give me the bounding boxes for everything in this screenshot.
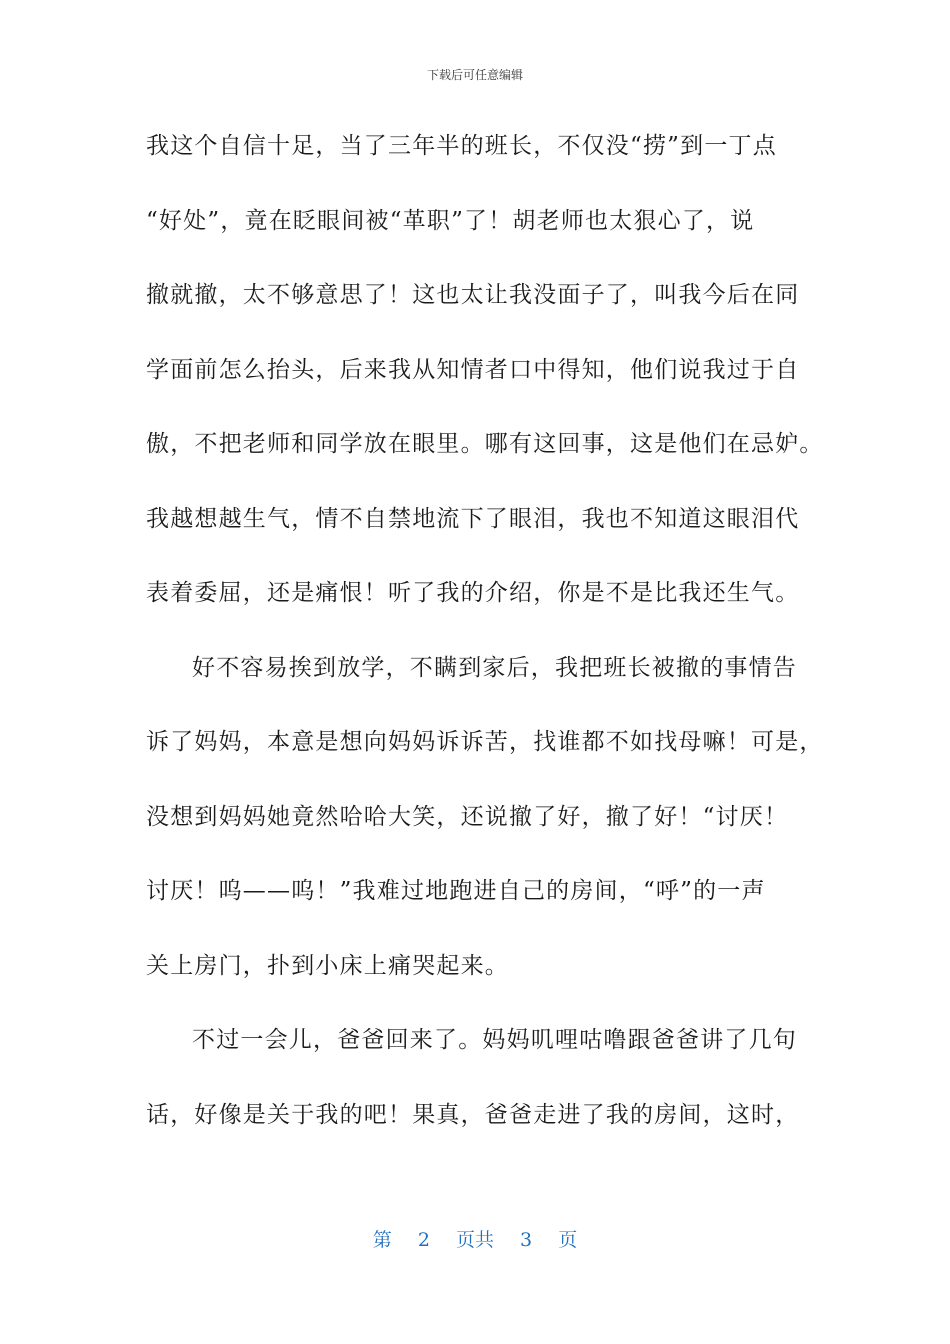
body-line: “好处”，竟在眨眼间被“革职”了！胡老师也太狠心了，说 xyxy=(146,207,755,234)
body-line: 关上房门，扑到小床上痛哭起来。 xyxy=(146,952,509,979)
document-body xyxy=(146,124,826,1167)
body-line: 诉了妈妈，本意是想向妈妈诉诉苦，找谁都不如找母嘛！可是， xyxy=(146,729,824,755)
header-text: 下载后可任意编辑 xyxy=(426,68,523,82)
paragraph-start-line: 好不容易挨到放学，不瞒到家后，我把班长被撤的事情告 xyxy=(192,654,797,681)
body-line: 学面前怎么抬头，后来我从知情者口中得知，他们说我过于自 xyxy=(146,356,800,383)
page-footer xyxy=(0,1225,950,1252)
footer-label-end: 页 xyxy=(558,1229,578,1251)
body-line: 我这个自信十足，当了三年半的班长，不仅没“捞”到一丁点 xyxy=(146,133,777,159)
footer-current-page: 2 xyxy=(417,1229,430,1251)
body-line: 撤就撤，太不够意思了！这也太让我没面子了，叫我今后在同 xyxy=(146,282,800,308)
body-line: 讨厌！呜——呜！”我难过地跑进自己的房间，“呼”的一声 xyxy=(146,878,766,904)
footer-total-pages: 3 xyxy=(520,1229,533,1251)
paragraph-start-line: 不过一会儿，爸爸回来了。妈妈叽哩咕噜跟爸爸讲了几句 xyxy=(192,1027,797,1053)
page-header xyxy=(0,66,950,83)
footer-label-of: 页共 xyxy=(455,1229,494,1251)
footer-label-page: 第 xyxy=(372,1229,392,1251)
body-line: 话，好像是关于我的吧！果真，爸爸走进了我的房间，这时， xyxy=(146,1101,800,1128)
body-line: 没想到妈妈她竟然哈哈大笑，还说撤了好，撤了好！“讨厌！ xyxy=(146,803,789,830)
body-line: 表着委屈，还是痛恨！听了我的介绍，你是不是比我还生气。 xyxy=(146,580,800,606)
body-line: 我越想越生气，情不自禁地流下了眼泪，我也不知道这眼泪代 xyxy=(146,505,800,532)
body-line: 傲，不把老师和同学放在眼里。哪有这回事，这是他们在忌妒。 xyxy=(146,431,824,457)
